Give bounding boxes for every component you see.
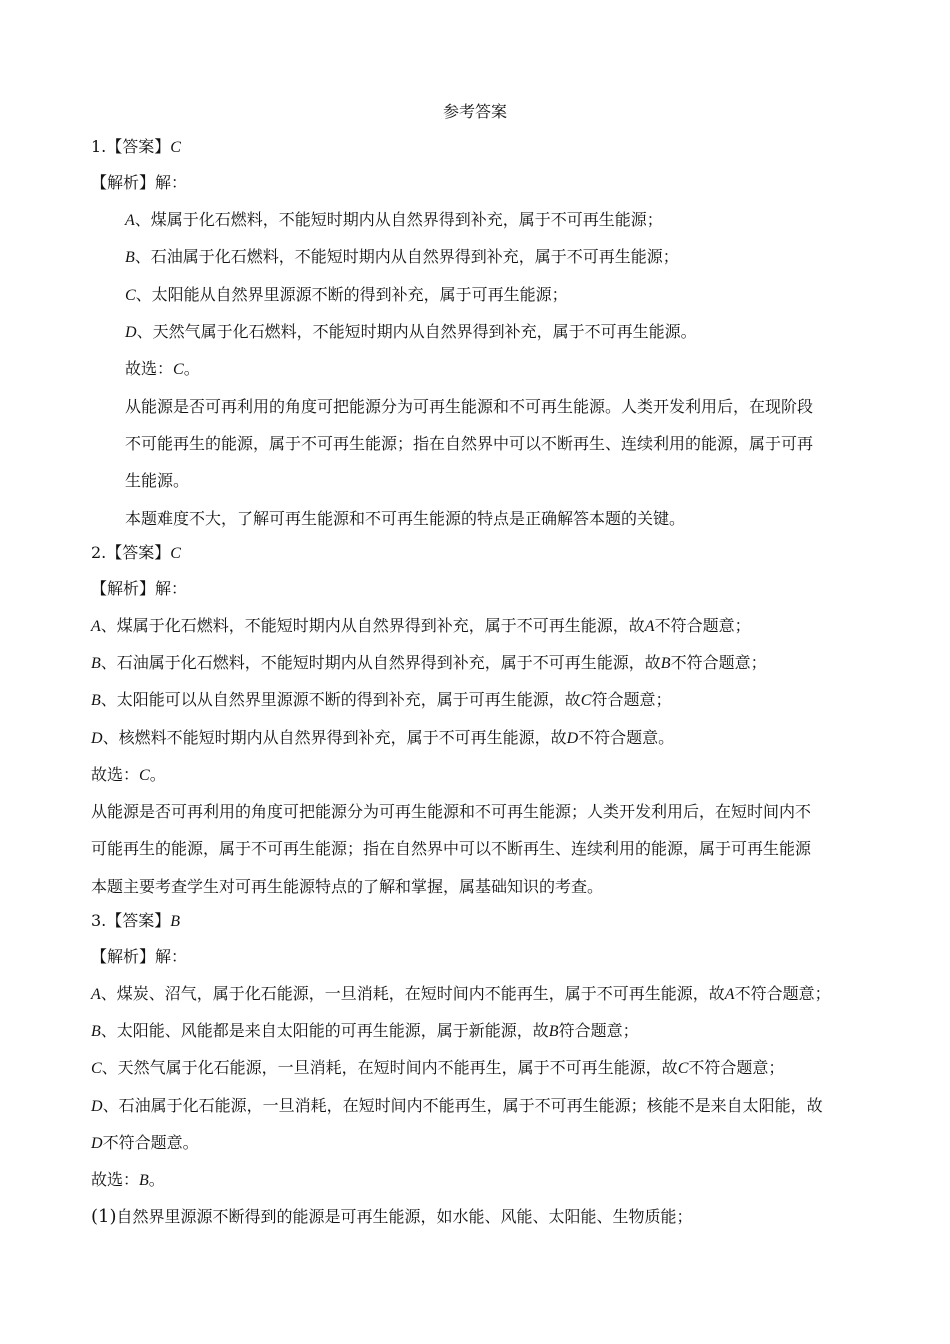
q1-explanation-1: 从能源是否可再利用的角度可把能源分为可再生能源和不可再生能源。人类开发利用后，在现阶段	[125, 397, 814, 416]
q1-explanation-2: 不可能再生的能源，属于不可再生能源；指在自然界中可以不断再生、连续利用的能源，属于可再	[125, 434, 814, 453]
q1-answer: C	[170, 139, 181, 156]
q1-comment: 本题难度不大，了解可再生能源和不可再生能源的特点是正确解答本题的关键。	[125, 509, 686, 528]
q1-option-c: C、太阳能从自然界里源源不断的得到补充，属于可再生能源；	[125, 285, 568, 304]
q3-option-b: B、太阳能、风能都是来自太阳能的可再生能源，属于新能源，故B符合题意；	[91, 1021, 639, 1040]
q2-number: 2.	[91, 543, 107, 562]
q2-answer: C	[170, 545, 181, 562]
q1-analysis-line: 【解析】解：	[91, 173, 188, 192]
page-title: 参考答案	[442, 102, 507, 121]
answer-label: 【答案】	[106, 137, 171, 156]
q2-option-b: B、石油属于化石燃料，不能短时期内从自然界得到补充，属于不可再生能源，故B不符合题意；	[91, 653, 767, 672]
q2-comment: 本题主要考查学生对可再生能源特点的了解和掌握，属基础知识的考查。	[91, 877, 604, 896]
q1-option-d: D、天然气属于化石燃料，不能短时期内从自然界得到补充，属于不可再生能源。	[125, 322, 697, 341]
q3-note-1: (1)自然界里源源不断得到的能源是可再生能源，如水能、风能、太阳能、生物质能；	[91, 1206, 693, 1227]
q2-analysis-line: 【解析】解：	[91, 579, 188, 598]
q2-option-c: B、太阳能可以从自然界里源源不断的得到补充，属于可再生能源，故C符合题意；	[91, 690, 672, 709]
q3-option-d-cont: D不符合题意。	[91, 1133, 199, 1152]
q3-option-a: A、煤炭、沼气，属于化石能源，一旦消耗，在短时间内不能再生，属于不可再生能源，故A不符合题意；	[91, 984, 831, 1003]
q2-option-d: D、核燃料不能短时期内从自然界得到补充，属于不可再生能源，故D不符合题意。	[91, 728, 675, 747]
q2-choice: 故选：C。	[91, 765, 166, 784]
q1-explanation-3: 生能源。	[125, 471, 190, 490]
q3-option-d: D、石油属于化石能源，一旦消耗，在短时间内不能再生，属于不可再生能源；核能不是来自太阳能，故	[91, 1096, 823, 1115]
q1-option-a: A、煤属于化石燃料，不能短时期内从自然界得到补充，属于不可再生能源；	[125, 210, 663, 229]
q3-choice: 故选：B。	[91, 1170, 165, 1189]
note-number: (1)	[91, 1206, 117, 1227]
q1-option-b: B、石油属于化石燃料，不能短时期内从自然界得到补充，属于不可再生能源；	[125, 247, 679, 266]
q3-answer: B	[170, 913, 181, 930]
q1-answer-line	[91, 136, 181, 159]
q3-option-c: C、天然气属于化石能源，一旦消耗，在短时间内不能再生，属于不可再生能源，故C不符合题意；	[91, 1058, 785, 1077]
q1-number: 1.	[91, 137, 107, 156]
q2-option-a: A、煤属于化石燃料，不能短时期内从自然界得到补充，属于不可再生能源，故A不符合题意；	[91, 616, 751, 635]
q2-answer-line: 2.【答案】C	[91, 543, 181, 562]
q3-analysis-line: 【解析】解：	[91, 947, 188, 966]
analysis-label: 【解析】	[91, 173, 156, 192]
q3-number: 3.	[91, 911, 107, 930]
q1-choice: 故选：C。	[125, 359, 200, 378]
q2-explanation-2: 可能再生的能源，属于不可再生能源；指在自然界中可以不断再生、连续利用的能源，属于可再生能源	[91, 839, 812, 858]
q3-answer-line: 3.【答案】B	[91, 911, 181, 930]
q2-explanation-1: 从能源是否可再利用的角度可把能源分为可再生能源和不可再生能源；人类开发利用后，在短时间内不	[91, 802, 812, 821]
